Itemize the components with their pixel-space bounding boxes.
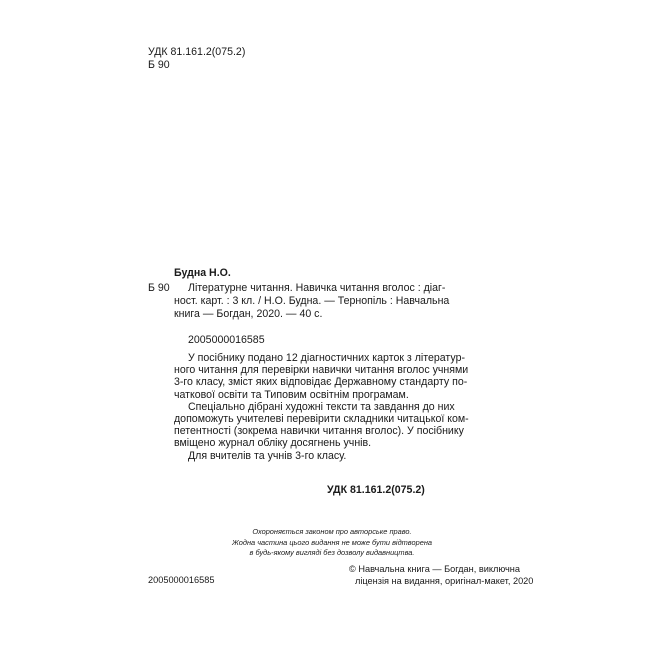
record-line: книга — Богдан, 2020. — 40 с.	[174, 308, 323, 320]
bbk-mark: Б 90	[148, 282, 170, 294]
isbn-record: 2005000016585	[188, 334, 265, 346]
record-line: ност. карт. : 3 кл. / Н.О. Будна. — Тернопіль : Навчальна	[174, 295, 450, 307]
annotation-line: вміщено журнал обліку досягнень учнів.	[174, 437, 372, 450]
copyright-line: Охороняється законом про авторське право.	[252, 527, 412, 536]
annotation-line: У посібнику подано 12 діагностичних карток з літератур-	[188, 352, 465, 364]
publisher-copyright	[349, 564, 533, 587]
annotation-line: чаткової освіти та Типовим освітнім програмам.	[174, 388, 409, 401]
publisher-line: © Навчальна книга — Богдан, виключна	[349, 564, 520, 574]
annotation-line: Спеціально дібрані художні тексти та завдання до них	[188, 400, 455, 413]
record-line: Літературне читання. Навичка читання вголос : діаг-	[188, 282, 446, 294]
annotation-paragraph	[174, 400, 469, 450]
annotation-paragraph	[174, 450, 433, 462]
udk-code-bottom: УДК 81.161.2(075.2)	[327, 484, 425, 496]
annotation-line: 3-го класу, зміст яких відповідає Державному стандарту по-	[174, 376, 468, 389]
copyright-line: в будь-якому вигляді без дозволу видавництва.	[249, 548, 415, 557]
annotation-line: допоможуть учителеві перевірити складники читацької ком-	[174, 413, 469, 426]
annotation-paragraph	[174, 352, 469, 401]
annotation-line: Для вчителів та учнів 3-го класу.	[188, 449, 347, 462]
annotation-line: петентності (зокрема навички читання вголос). У посібнику	[174, 425, 464, 438]
isbn-footer: 2005000016585	[148, 575, 215, 585]
udk-code-top: УДК 81.161.2(075.2)	[148, 46, 246, 58]
annotation-line: ного читання для перевірки навички читання вголос учнями	[174, 364, 469, 377]
bbk-code-top: Б 90	[148, 59, 170, 71]
author-heading: Будна Н.О.	[174, 267, 231, 279]
copyright-line: Жодна частина цього видання не може бути відтворена	[231, 537, 433, 547]
annotation	[174, 352, 469, 462]
publisher-line: ліцензія на видання, оригінал-макет, 2020	[355, 575, 534, 586]
copyright-notice	[222, 527, 442, 559]
